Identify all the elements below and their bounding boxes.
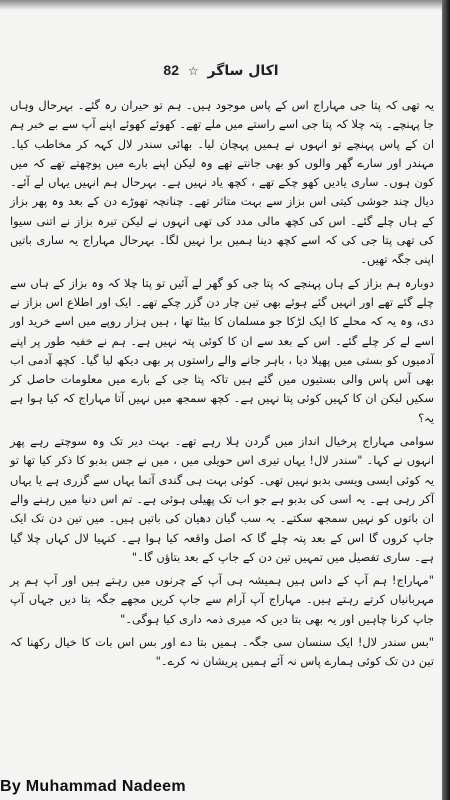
paragraph-4: "مہاراج! ہم آپ کے داس ہیں ہمیشہ ہی آپ کے چرنوں میں رہتے ہیں اور آپ ہم پر مہربانیاں کرتے رہتے ہیں۔ مہاراج آپ آرام سے جاپ کریں مجھے جگہ بتا دیں جہاں آپ جاپ کرنا چاہیں اور یہ بھی بتا دیں کہ میری ذمہ داری کیا ہوگی۔" bbox=[10, 573, 434, 626]
author-credit: By Muhammad Nadeem bbox=[0, 778, 186, 795]
paragraph-3: سوامی مہاراج پرخیال انداز میں گردن ہلا رہے تھے۔ بہت دیر تک وہ سوچتے رہے پھر انہوں نے کہا۔ "سندر لال! یہاں تیری اس حویلی میں ، میں نے جس بدبو کا ذکر کیا تھا تو یہ کوئی ایسی ویسی بدبو نہیں تھی۔ کوئی بہت ہی گندی آتما یہاں سے گزری ہے یا یہاں آکر رہی ہے۔ یہ اسی کی بدبو ہے جو اب تک پھیلی ہوئی ہے۔ تم اس دنیا میں رہنے والے ان باتوں کو نہیں سمجھ سکتے۔ یہ سب گیان دھیان کی باتیں ہیں۔ میں تین دن تک ایک جاپ کروں گا اس کے بعد پتہ چلے گا کہ اصل واقعہ کیا ہوا ہے۔ کنہیا لال کہاں چلا گیا ہے۔ ساری تفصیل میں تمہیں تین دن کے جاپ کے بعد بتاؤں گا۔" bbox=[10, 434, 434, 564]
page-header bbox=[0, 62, 442, 79]
paragraph-1: یہ تھی کہ پتا جی مہاراج اس کے پاس موجود ہیں۔ ہم تو حیران رہ گئے۔ بہرحال وہاں جا پہنچے۔ پتہ چلا کہ پتا جی اسے راستے میں ملے تھے۔ کھوئے کھوئے اپنے آپ سے بے خبر ہم ان کے پاس پہنچے تو انہوں نے ہمیں پہچان لیا۔ بھائی سندر لال کہہ کر مخاطب کیا۔ مہندر اور سارے گھر والوں کو بھی جانتے تھے وہ لیکن اپنے بارے میں پوچھتے تھے کہ میں کون ہوں۔ ساری یادیں کھو چکے تھے ، کچھ یاد نہیں ہے۔ بہرحال ہم انہیں یہاں لے آئے۔ دیال چند جوشی کیتی اس بزاز سے بہت متاثر تھے۔ چنانچہ تھوڑے دن کے بعد وہ پھر بزاز کے ہاں چلے گئے۔ اس کی کچھ مالی مدد کی تھی انہوں نے لیکن تیرہ بزاز نے اتنی سیوا کی تھی پتا جی کی کہ اسے کچھ دینا ہمیں برا نہیں لگا۔ بہرحال مہاراج یہ ساری باتیں اپنی جگہ تھیں۔ bbox=[10, 98, 434, 267]
star-icon: ☆ bbox=[187, 64, 199, 78]
paragraph-5: "بس سندر لال! ایک سنسان سی جگہ۔ ہمیں بتا دے اور بس اس بات کا خیال رکھنا کہ تین دن تک کوئی ہمارے پاس نہ آئے ہمیں پریشان نہ کرے۔" bbox=[10, 635, 434, 669]
paragraph-2: دوبارہ ہم بزاز کے ہاں پہنچے کہ پتا جی کو گھر لے آئیں تو پتا چلا کہ وہ بزاز کے ہاں سے چلے گئے تھے اور انہیں گئے ہوئے بھی تین چار دن گزر چکے تھے۔ ایک اور اطلاع اس بزاز نے دی، وہ یہ کہ محلے کا ایک لڑکا جو مسلمان کا بیٹا تھا ، ہیں ہزار روپے میں اسے خرید اور اسے لے کر چلے گئے۔ اس کے بعد سے ان کا کوئی پتہ نہیں ہے۔ ہم نے خفیہ طور پر اپنے آدمیوں کو بستی میں پھیلا دیا ، باہر جانے والے راستوں پر بھی دیکھ لیا گیا۔ کچھ آدمی اب بھی آس پاس والی بستیوں میں گئے ہیں تاکہ پتا جی کے بارے میں معلومات حاصل کر سکیں لیکن ان کا کہیں کوئی پتا نہیں ہے۔ کچھ سمجھ میں نہیں آتا مہاراج کہ کیا ہوا ہے یہ؟ bbox=[10, 275, 434, 425]
page-top-edge bbox=[0, 0, 442, 10]
page-number: 82 bbox=[163, 62, 179, 78]
page-right-edge bbox=[442, 0, 450, 800]
page-body bbox=[10, 96, 434, 676]
book-title: اکال ساگر bbox=[207, 63, 279, 79]
